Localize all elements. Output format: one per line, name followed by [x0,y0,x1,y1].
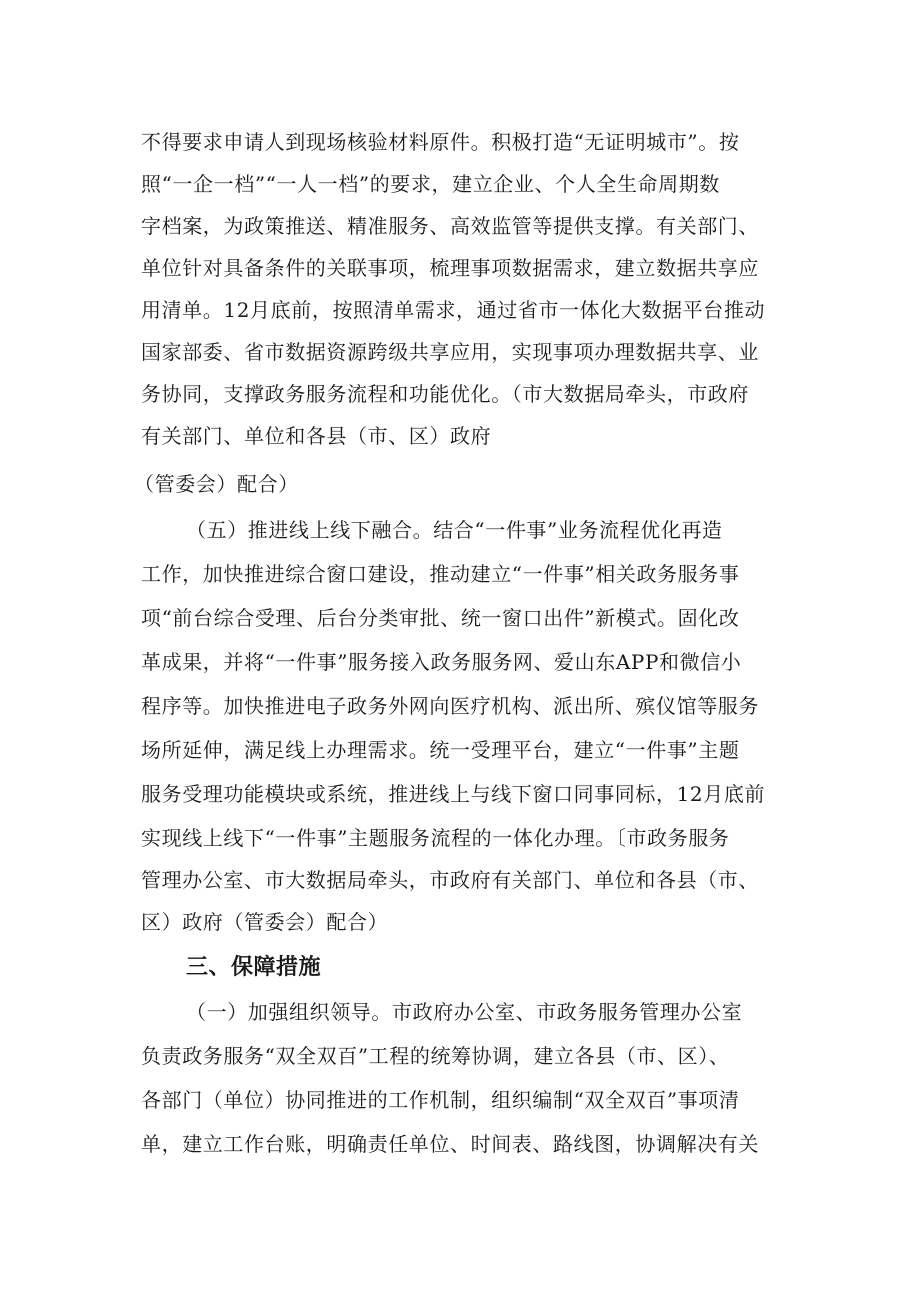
paragraph-2-line-3: 项“前台综合受理、后台分类审批、统一窗口出件”新模式。固化改 [141,606,740,630]
paragraph-2-line-6: 场所延伸，满足线上办理需求。统一受理平台，建立“一件事”主题 [141,738,740,762]
paragraph-3-line-1: （一）加强组织领导。市政府办公室、市政务服务管理办公室 [186,1000,743,1024]
paragraph-2-line-1: （五）推进线上线下融合。结合“一件事”业务流程优化再造 [186,518,723,542]
paragraph-1-line-8: 有关部门、单位和各县（市、区）政府 [141,424,492,448]
paragraph-2-line-5: 程序等。加快推进电子政务外网向医疗机构、派出所、殡仪馆等服务 [141,694,759,718]
paragraph-2-line-10: 区）政府（管委会）配合） [141,910,389,934]
paragraph-1-line-7: 务协同，支撑政务服务流程和功能优化。（市大数据局牵头，市政府 [141,382,749,406]
paragraph-2-line-9: 管理办公室、市大数据局牵头，市政府有关部门、单位和各县（市、 [141,868,759,892]
paragraph-1-line-4: 单位针对具备条件的关联事项，梳理事项数据需求，建立数据共享应 [141,256,759,280]
paragraph-1-dangling-line: （管委会）配合） [134,472,299,496]
paragraph-3-line-3: 各部门（单位）协同推进的工作机制，组织编制“双全双百”事项清 [141,1088,740,1112]
paragraph-3-line-4: 单，建立工作台账，明确责任单位、时间表、路线图，协调解决有关 [141,1132,759,1156]
paragraph-3-line-2: 负责政务服务“双全双百”工程的统筹协调，建立各县（市、区）、 [141,1044,730,1068]
paragraph-1-line-2: 照“一企一档”“一人一档”的要求，建立企业、个人全生命周期数 [141,172,720,196]
paragraph-2-line-7: 服务受理功能模块或系统，推进线上与线下窗口同事同标，12月底前 [141,782,766,806]
paragraph-2-line-4: 革成果，并将“一件事”服务接入政务服务网、爱山东APP和微信小 [141,650,742,674]
paragraph-1-line-1: 不得要求申请人到现场核验材料原件。积极打造“无证明城市”。按 [141,130,740,154]
paragraph-1-line-3: 字档案，为政策推送、精准服务、高效监管等提供支撑。有关部门、 [141,214,759,238]
paragraph-1-line-5: 用清单。12月底前，按照清单需求，通过省市一体化大数据平台推动 [141,298,766,322]
section-heading: 三、保障措施 [186,955,322,980]
paragraph-2-line-2: 工作，加快推进综合窗口建设，推动建立“一件事”相关政务服务事 [141,562,740,586]
paragraph-1-line-6: 国家部委、省市数据资源跨级共享应用，实现事项办理数据共享、业 [141,340,759,364]
paragraph-2-line-8: 实现线上线下“一件事”主题服务流程的一体化办理。〔市政务服务 [141,826,730,850]
